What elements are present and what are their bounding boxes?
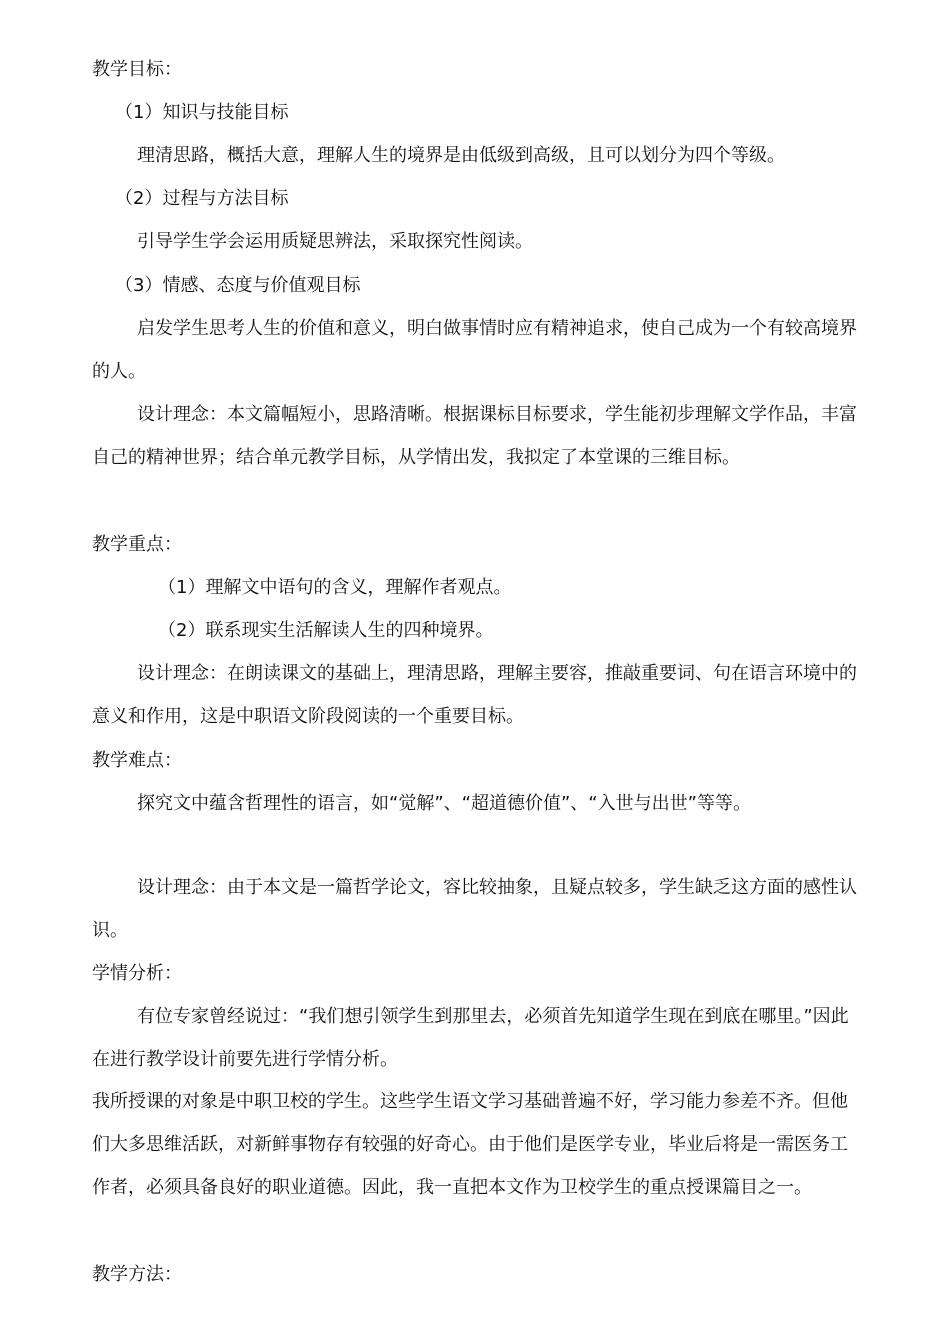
analysis-text: 我所授课的对象是中职卫校的学生。这些学生语文学习基础普遍不好，学习能力参差不齐。但他们大多思维活跃，对新鲜事物存有较强的好奇心。由于他们是医学专业，毕业后将是一需医务工作者，必须具备良好的职业道德。因此，我一直把本文作为卫校学生的重点授课篇目之一。 xyxy=(92,1091,848,1198)
goal3-text: 启发学生思考人生的价值和意义，明白做事情时应有精神追求，使自己成为一个有较高境界的人。 xyxy=(92,318,857,382)
heading-teaching-key-points: 教学重点： xyxy=(92,534,182,555)
goal2-text: 引导学生学会运用质疑思辨法，采取探究性阅读。 xyxy=(137,231,533,252)
difficulty-design-note: 设计理念：由于本文是一篇哲学论文，容比较抽象，且疑点较多，学生缺乏这方面的感性认识。 xyxy=(92,877,857,941)
analysis-quote: 有位专家曾经说过：“我们想引领学生到那里去，必须首先知道学生现在到底在哪里。”因此在进行教学设计前要先进行学情分析。 xyxy=(92,1006,849,1070)
heading-learning-analysis: 学情分析： xyxy=(92,963,182,984)
heading-teaching-goals: 教学目标： xyxy=(92,59,182,80)
goal3-title: （3）情感、态度与价值观目标 xyxy=(115,275,361,296)
heading-teaching-method: 教学方法： xyxy=(92,1264,182,1285)
key-design-note: 设计理念：在朗读课文的基础上，理清思路，理解主要容，推敲重要词、句在语言环境中的意义和作用，这是中职语文阶段阅读的一个重要目标。 xyxy=(92,663,857,727)
difficulty-text: 探究文中蕴含哲理性的语言，如“觉解”、“超道德价值”、“入世与出世”等等。 xyxy=(137,793,751,814)
key-point-2: （2）联系现实生活解读人生的四种境界。 xyxy=(158,620,494,641)
heading-teaching-difficulty: 教学难点： xyxy=(92,750,182,771)
key-point-1: （1）理解文中语句的含义，理解作者观点。 xyxy=(158,577,512,598)
goal1-text: 理清思路，概括大意，理解人生的境界是由低级到高级，且可以划分为四个等级。 xyxy=(137,145,785,166)
goal2-title: （2）过程与方法目标 xyxy=(115,188,289,209)
goal1-title: （1）知识与技能目标 xyxy=(115,102,289,123)
goal-design-note: 设计理念：本文篇幅短小，思路清晰。根据课标目标要求，学生能初步理解文学作品，丰富自己的精神世界；结合单元教学目标，从学情出发，我拟定了本堂课的三维目标。 xyxy=(92,404,857,468)
